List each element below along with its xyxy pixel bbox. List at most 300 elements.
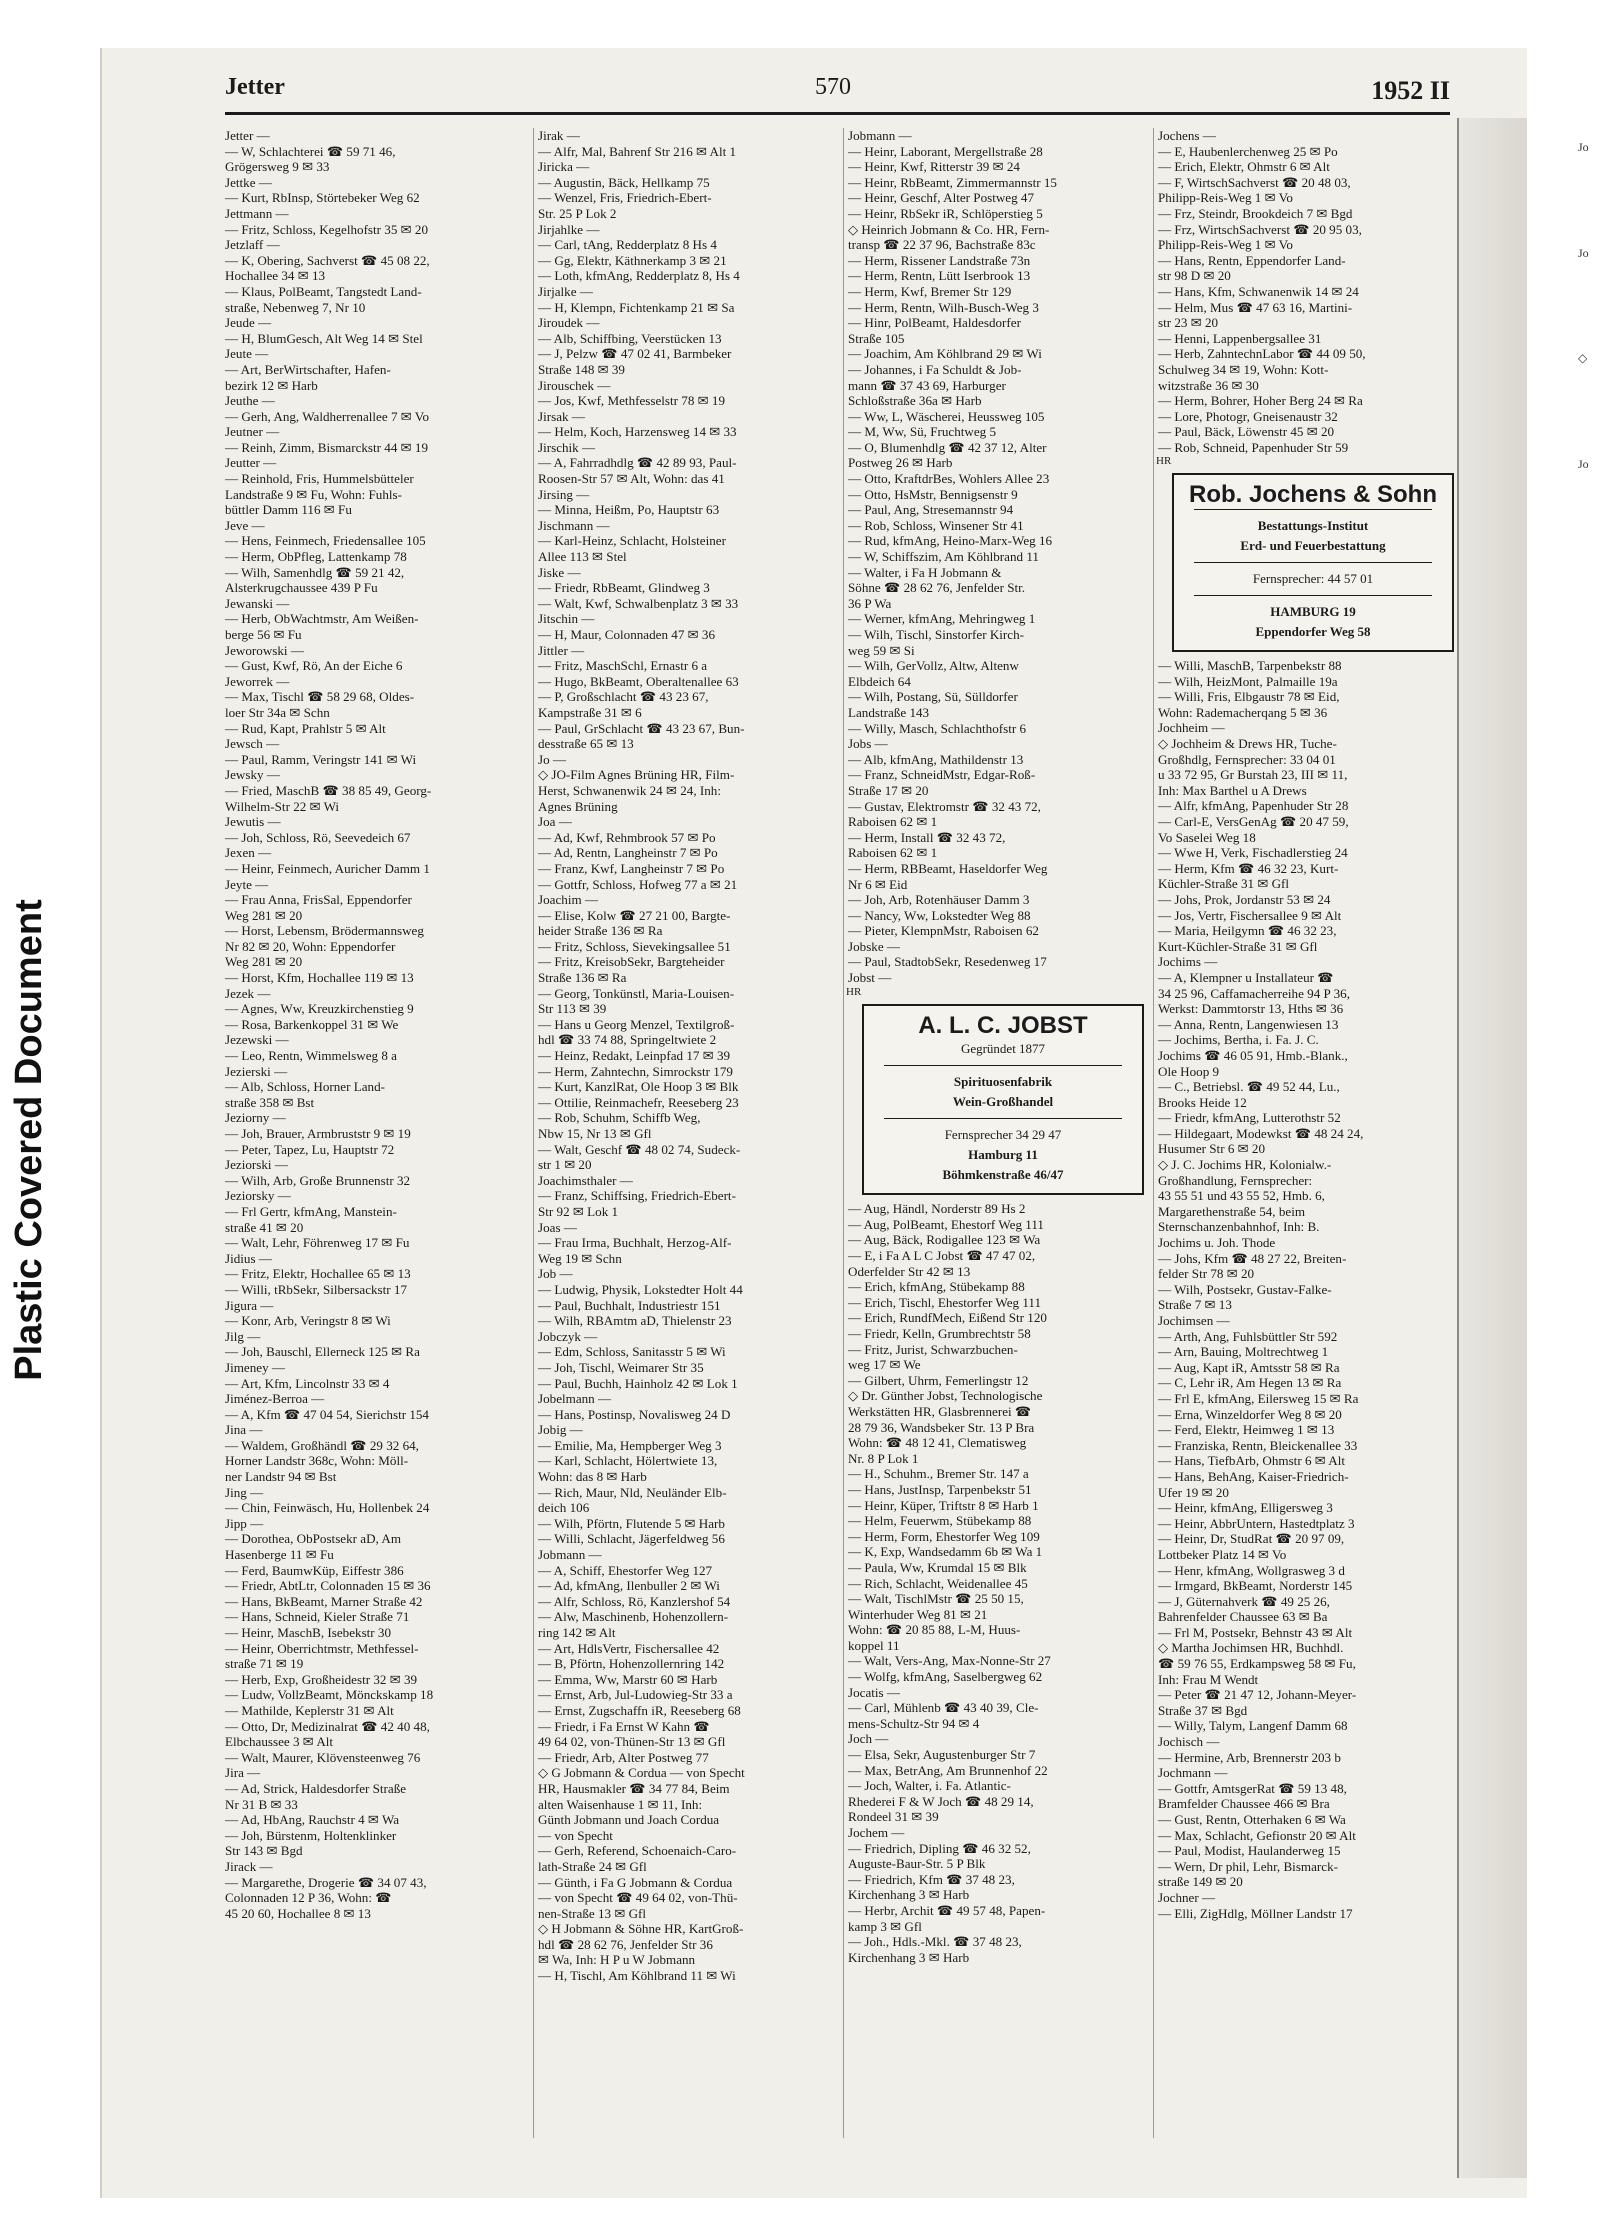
directory-entry-line: — K, Obering, Sachverst ☎ 45 08 22, bbox=[225, 252, 430, 268]
directory-entry-line: Jobelmann — bbox=[538, 1391, 612, 1407]
directory-entry-line: Inh: Max Barthel u A Drews bbox=[1158, 782, 1307, 798]
directory-entry-line: — Gustav, Elektromstr ☎ 32 43 72, bbox=[848, 798, 1041, 814]
directory-entry-line: — Max, Schlacht, Gefionstr 20 ✉ Alt bbox=[1158, 1827, 1356, 1843]
directory-entry-line: — Rob, Schloss, Winsener Str 41 bbox=[848, 517, 1024, 533]
directory-entry-line: — Joh, Tischl, Weimarer Str 35 bbox=[538, 1359, 704, 1375]
directory-entry-line: — Willy, Talym, Langenf Damm 68 bbox=[1158, 1718, 1348, 1734]
directory-entry-line: — Agnes, Ww, Kreuzkirchenstieg 9 bbox=[225, 1001, 414, 1017]
directory-entry-line: deich 106 bbox=[538, 1500, 590, 1516]
directory-entry-line: — Art, Kfm, Lincolnstr 33 ✉ 4 bbox=[225, 1375, 390, 1391]
directory-entry-line: hdl ☎ 33 74 88, Springeltwiete 2 bbox=[538, 1032, 717, 1048]
directory-entry-line: — Henr, kfmAng, Wollgrasweg 3 d bbox=[1158, 1562, 1345, 1578]
directory-entry-line: — von Specht ☎ 49 64 02, von-Thü- bbox=[538, 1890, 738, 1906]
directory-entry-line: — Heinr, Laborant, Mergellstraße 28 bbox=[848, 143, 1043, 159]
directory-entry-line: weg 17 ✉ We bbox=[848, 1357, 921, 1373]
directory-entry-line: — Wilh, Tischl, Sinstorfer Kirch- bbox=[848, 627, 1024, 642]
directory-entry-line: — Karl-Heinz, Schlacht, Holsteiner bbox=[538, 533, 726, 549]
directory-entry-line: — Horst, Lebensm, Brödermannsweg bbox=[225, 923, 424, 939]
directory-entry-line: — Fritz, KreisobSekr, Bargteheider bbox=[538, 954, 725, 970]
directory-entry-line: — Klaus, PolBeamt, Tangstedt Land- bbox=[225, 283, 422, 299]
directory-entry-line: — Willy, Masch, Schlachthofstr 6 bbox=[848, 720, 1027, 736]
directory-entry-line: Jirjahlke — bbox=[538, 221, 600, 237]
directory-entry-line: — Paul, Bäck, Löwenstr 45 ✉ 20 bbox=[1158, 424, 1335, 440]
directory-entry-line: — Herm, Form, Ehestorfer Weg 109 bbox=[848, 1528, 1040, 1544]
directory-entry-line: — Gerh, Ang, Waldherrenallee 7 ✉ Vo bbox=[225, 408, 430, 424]
directory-entry-line: Philipp-Reis-Weg 1 ✉ Vo bbox=[1158, 237, 1293, 253]
directory-entry-line: — Paul, GrSchlacht ☎ 43 23 67, Bun- bbox=[538, 720, 745, 736]
directory-entry-line: mens-Schultz-Str 94 ✉ 4 bbox=[848, 1715, 980, 1731]
directory-entry-line: — Ludwig, Physik, Lokstedter Holt 44 bbox=[538, 1281, 743, 1297]
directory-entry-line: — Minna, Heißm, Po, Hauptstr 63 bbox=[538, 502, 720, 518]
directory-entry-line: — Aug, Händl, Norderstr 89 Hs 2 bbox=[848, 1201, 1026, 1217]
directory-entry-line: felder Str 78 ✉ 20 bbox=[1158, 1266, 1255, 1282]
directory-entry-line: Jobig — bbox=[538, 1422, 583, 1438]
directory-entry-line: — Gilbert, Uhrm, Femerlingstr 12 bbox=[848, 1372, 1029, 1388]
directory-entry-line: Rondeel 31 ✉ 39 bbox=[848, 1809, 939, 1825]
directory-entry-line: — Günth, i Fa G Jobmann & Cordua bbox=[538, 1874, 733, 1890]
directory-entry-line: ◇ JO-Film Agnes Brüning HR, Film- bbox=[538, 767, 735, 783]
directory-entry-line: Jobmann — bbox=[848, 128, 912, 143]
directory-entry-line: — Wilh, Postsekr, Gustav-Falke- bbox=[1158, 1281, 1332, 1297]
directory-entry-line: — Frl M, Postsekr, Behnstr 43 ✉ Alt bbox=[1158, 1624, 1353, 1640]
directory-entry-line: Jetter — bbox=[225, 128, 270, 143]
directory-entry-line: — Margarethe, Drogerie ☎ 34 07 43, bbox=[225, 1874, 427, 1890]
directory-entry-line: Oderfelder Str 42 ✉ 13 bbox=[848, 1263, 971, 1279]
directory-entry-line: Herst, Schwanenwik 24 ✉ 24, Inh: bbox=[538, 782, 721, 798]
directory-entry-line: Lottbeker Platz 14 ✉ Vo bbox=[1158, 1546, 1287, 1562]
directory-entry-line: 28 79 36, Wandsbeker Str. 13 P Bra bbox=[848, 1419, 1035, 1435]
directory-entry-line: — Fried, MaschB ☎ 38 85 49, Georg- bbox=[225, 782, 432, 798]
directory-entry-line: — Leo, Rentn, Wimmelsweg 8 a bbox=[225, 1048, 397, 1064]
directory-entry-line: — Alfr, kfmAng, Papenhuder Str 28 bbox=[1158, 798, 1349, 814]
directory-entry-line: — Walt, TischlMstr ☎ 25 50 15, bbox=[848, 1591, 1024, 1607]
directory-entry-line: — Willi, Fris, Elbgaustr 78 ✉ Eid, bbox=[1158, 689, 1340, 705]
directory-entry-line: 45 20 60, Hochallee 8 ✉ 13 bbox=[225, 1905, 371, 1921]
ad-jochens-phone: Fernsprecher: 44 57 01 bbox=[1252, 571, 1374, 587]
directory-entry-line: Jeworowski — bbox=[225, 642, 304, 658]
directory-entry-line: — Frl E, kfmAng, Eilersweg 15 ✉ Ra bbox=[1158, 1390, 1359, 1406]
directory-entry-line: — Friedrich, Kfm ☎ 37 48 23, bbox=[848, 1871, 1015, 1887]
directory-entry-line: Schloßstraße 36a ✉ Harb bbox=[848, 393, 982, 409]
directory-entry-line: Hochallee 34 ✉ 13 bbox=[225, 268, 326, 284]
directory-entry-line: — Wolfg, kfmAng, Saselbergweg 62 bbox=[848, 1669, 1043, 1685]
directory-entry-line: — Heinr, RbBeamt, Zimmermannstr 15 bbox=[848, 174, 1057, 190]
directory-entry-line: Jewanski — bbox=[225, 595, 290, 611]
directory-entry-line: — Otto, HsMstr, Bennigsenstr 9 bbox=[848, 486, 1018, 502]
directory-entry-line: — Herm, RBBeamt, Haseldorfer Weg bbox=[848, 860, 1048, 876]
directory-entry-line: Jirsak — bbox=[538, 408, 585, 424]
column-3-entries-top bbox=[848, 128, 1148, 986]
header-year: 1952 II bbox=[1371, 76, 1450, 105]
directory-entry-line: Küchler-Straße 31 ✉ Gfl bbox=[1158, 876, 1290, 892]
directory-entry-line: — Wenzel, Fris, Friedrich-Ebert- bbox=[538, 190, 712, 206]
directory-entry-line: — Rich, Maur, Nld, Neuländer Elb- bbox=[538, 1484, 727, 1500]
directory-entry-line: — Aug, Kapt iR, Amtsstr 58 ✉ Ra bbox=[1158, 1359, 1340, 1375]
directory-entry-line: — Wilh, Samenhdlg ☎ 59 21 42, bbox=[225, 564, 405, 580]
directory-entry-line: straße 358 ✉ Bst bbox=[225, 1094, 315, 1110]
directory-entry-line: — C., Betriebsl. ☎ 49 52 44, Lu., bbox=[1158, 1079, 1340, 1095]
directory-entry-line: Elbdeich 64 bbox=[848, 673, 911, 689]
directory-entry-line: — Franziska, Rentn, Bleickenallee 33 bbox=[1158, 1437, 1358, 1453]
adjacent-page-fragment: Jo bbox=[1578, 140, 1589, 154]
directory-entry-line: Söhne ☎ 28 62 76, Jenfelder Str. bbox=[848, 580, 1026, 596]
directory-entry-line: Straße 17 ✉ 20 bbox=[848, 782, 929, 798]
directory-entry-line: — Herm, ObPfleg, Lattenkamp 78 bbox=[225, 549, 407, 565]
directory-entry-line: Kampstraße 31 ✉ 6 bbox=[538, 704, 642, 720]
directory-entry-line: Jiroudek — bbox=[538, 315, 600, 331]
directory-entry-line: Raboisen 62 ✉ 1 bbox=[848, 845, 938, 861]
directory-entry-line: witzstraße 36 ✉ 30 bbox=[1158, 377, 1259, 393]
ad-jobst-city: Hamburg 11 bbox=[968, 1147, 1038, 1163]
directory-entry-line: Jochims u. Joh. Thode bbox=[1158, 1235, 1276, 1251]
directory-entry-line: Jochims — bbox=[1158, 954, 1218, 970]
column-2 bbox=[538, 128, 838, 2168]
directory-entry-line: — K, Exp, Wandsedamm 6b ✉ Wa 1 bbox=[848, 1544, 1043, 1560]
directory-entry-line: — Ferd, Elektr, Heimweg 1 ✉ 13 bbox=[1158, 1422, 1335, 1438]
directory-entry-line: — Frl Gertr, kfmAng, Manstein- bbox=[225, 1203, 397, 1219]
ad-jobst-name: A. L. C. JOBST bbox=[918, 1011, 1088, 1039]
directory-entry-line: Jochens — bbox=[1158, 128, 1216, 143]
directory-entry-line: Jeziorsky — bbox=[225, 1188, 291, 1204]
directory-entry-line: — Helm, Mus ☎ 47 63 16, Martini- bbox=[1158, 299, 1353, 315]
directory-entry-line: koppel 11 bbox=[848, 1637, 900, 1653]
directory-entry-line: — Paul, Ang, Stresemannstr 94 bbox=[848, 502, 1014, 518]
directory-entry-line: — Ottilie, Reinmachefr, Reeseberg 23 bbox=[538, 1094, 739, 1110]
directory-entry-line: Joa — bbox=[538, 814, 572, 830]
directory-entry-line: — Alw, Maschinenb, Hohenzollern- bbox=[538, 1609, 729, 1625]
directory-entry-line: — Hans, BkBeamt, Marner Straße 42 bbox=[225, 1593, 423, 1609]
page-number: 570 bbox=[815, 74, 851, 100]
directory-entry-line: — Hans, Kfm, Schwanenwik 14 ✉ 24 bbox=[1158, 283, 1359, 299]
directory-entry-line: — Walt, Kwf, Schwalbenplatz 3 ✉ 33 bbox=[538, 595, 739, 611]
ad-jochens-line2: Erd- und Feuerbestattung bbox=[1240, 538, 1386, 554]
directory-entry-line: — Joachim, Am Köhlbrand 29 ✉ Wi bbox=[848, 346, 1042, 362]
directory-entry-line: — Gust, Rentn, Otterhaken 6 ✉ Wa bbox=[1158, 1812, 1346, 1827]
directory-entry-line: — Paula, Ww, Krumdal 15 ✉ Blk bbox=[848, 1559, 1027, 1575]
directory-entry-line: Schulweg 34 ✉ 19, Wohn: Kott- bbox=[1158, 361, 1329, 377]
directory-entry-line: — Joch, Walter, i. Fa. Atlantic- bbox=[848, 1778, 1011, 1794]
directory-entry-line: — Pieter, KlempnMstr, Raboisen 62 bbox=[848, 923, 1039, 939]
directory-entry-line: Inh: Frau M Wendt bbox=[1158, 1671, 1259, 1687]
directory-entry-line: — Rob, Schneid, Papenhuder Str 59 bbox=[1158, 439, 1349, 455]
directory-entry-line: Jobs — bbox=[848, 736, 888, 752]
directory-entry-line: — Hinr, PolBeamt, Haldesdorfer bbox=[848, 315, 1021, 331]
directory-entry-line: bezirk 12 ✉ Harb bbox=[225, 377, 318, 393]
directory-entry-line: — Ww, L, Wäscherei, Heussweg 105 bbox=[848, 408, 1045, 424]
directory-entry-line: Jettke — bbox=[225, 174, 272, 190]
directory-entry-line: loer Str 34a ✉ Schn bbox=[225, 704, 330, 720]
directory-entry-line: Jidius — bbox=[225, 1250, 272, 1266]
ad-jobst-founded: Gegründet 1877 bbox=[960, 1041, 1046, 1057]
directory-entry-line: Jitschin — bbox=[538, 611, 595, 627]
directory-entry-line: — Friedr, Kelln, Grumbrechtstr 58 bbox=[848, 1326, 1031, 1341]
adjacent-page-strip bbox=[1578, 140, 1600, 2140]
directory-entry-line: Landstraße 9 ✉ Fu, Wohn: Fuhls- bbox=[225, 486, 402, 502]
directory-entry-line: — W, Schiffszim, Am Köhlbrand 11 bbox=[848, 549, 1039, 565]
directory-entry-line: Jeziorny — bbox=[225, 1110, 286, 1126]
directory-entry-line: Jeutner — bbox=[225, 424, 280, 440]
header-rule bbox=[225, 112, 1450, 115]
directory-entry-line: Jirouschek — bbox=[538, 377, 611, 393]
directory-entry-line: straße, Nebenweg 7, Nr 10 bbox=[225, 299, 366, 315]
directory-entry-line: — Joh, Bauschl, Ellerneck 125 ✉ Ra bbox=[225, 1344, 420, 1360]
ad-hr-mark: HR bbox=[1156, 455, 1172, 468]
directory-entry-line: Jira — bbox=[225, 1765, 261, 1781]
directory-entry-line: — Gust, Kwf, Rö, An der Eiche 6 bbox=[225, 658, 403, 674]
directory-entry-line: Jeude — bbox=[225, 315, 272, 331]
directory-entry-line: straße 149 ✉ 20 bbox=[1158, 1874, 1243, 1890]
directory-entry-line: alten Waisenhause 1 ✉ 11, Inh: bbox=[538, 1796, 703, 1812]
ad-jochens-name: Rob. Jochens & Sohn bbox=[1188, 481, 1437, 509]
directory-entry-line: — Heinr, AbbrUntern, Hastedtplatz 3 bbox=[1158, 1515, 1355, 1531]
directory-entry-line: — Gerh, Referend, Schoenaich-Caro- bbox=[538, 1843, 737, 1859]
directory-entry-line: — Walt, Vers-Ang, Max-Nonne-Str 27 bbox=[848, 1653, 1051, 1669]
directory-entry-line: Günth Jobmann und Joach Cordua bbox=[538, 1812, 720, 1828]
side-label: Plastic Covered Document bbox=[8, 899, 50, 1381]
directory-entry-line: u 33 72 95, Gr Burstah 23, III ✉ 11, bbox=[1158, 767, 1348, 783]
directory-entry-line: Jirjalke — bbox=[538, 283, 593, 299]
directory-entry-line: — Friedr, i Fa Ernst W Kahn ☎ bbox=[538, 1718, 710, 1734]
directory-entry-line: Weg 19 ✉ Schn bbox=[538, 1250, 622, 1266]
directory-entry-line: — Alb, Schloss, Horner Land- bbox=[225, 1079, 386, 1095]
directory-entry-line: — Waldem, Großhändl ☎ 29 32 64, bbox=[225, 1437, 419, 1453]
directory-entry-line: Wilhelm-Str 22 ✉ Wi bbox=[225, 798, 340, 814]
directory-entry-line: Colonnaden 12 P 36, Wohn: ☎ bbox=[225, 1890, 392, 1906]
directory-entry-line: Jobczyk — bbox=[538, 1328, 598, 1344]
directory-entry-line: Postweg 26 ✉ Harb bbox=[848, 455, 953, 471]
directory-entry-line: — A, Fahrradhdlg ☎ 42 89 93, Paul- bbox=[538, 455, 737, 471]
column-4-entries-bottom bbox=[1158, 658, 1458, 1921]
directory-entry-line: Agnes Brüning bbox=[538, 798, 618, 814]
directory-entry-line: Joachimsthaler — bbox=[538, 1172, 633, 1188]
directory-entry-line: — Frz, WirtschSachverst ☎ 20 95 03, bbox=[1158, 221, 1362, 237]
directory-entry-line: — P, Großschlacht ☎ 43 23 67, bbox=[538, 689, 709, 705]
directory-entry-line: Margarethenstraße 54, beim bbox=[1158, 1203, 1306, 1219]
directory-entry-line: — Herm, Zahntechn, Simrockstr 179 bbox=[538, 1063, 733, 1079]
directory-entry-line: — A, Klempner u Installateur ☎ bbox=[1158, 969, 1334, 985]
directory-entry-line: — Gottfr, Schloss, Hofweg 77 a ✉ 21 bbox=[538, 876, 738, 892]
directory-entry-line: — Augustin, Bäck, Hellkamp 75 bbox=[538, 174, 710, 190]
directory-entry-line: — Fritz, MaschSchl, Ernastr 6 a bbox=[538, 658, 708, 674]
directory-entry-line: — Jos, Kwf, Methfesselstr 78 ✉ 19 bbox=[538, 393, 725, 409]
directory-entry-line: str 1 ✉ 20 bbox=[538, 1157, 592, 1173]
directory-entry-line: — Mathilde, Keplerstr 31 ✉ Alt bbox=[225, 1702, 394, 1718]
directory-entry-line: — Carl-E, VersGenAg ☎ 20 47 59, bbox=[1158, 814, 1349, 829]
directory-entry-line: — Herm, Rentn, Wilh-Busch-Weg 3 bbox=[848, 299, 1039, 315]
directory-entry-line: — Walt, Lehr, Föhrenweg 17 ✉ Fu bbox=[225, 1235, 410, 1251]
directory-entry-line: Nr 82 ✉ 20, Wohn: Eppendorfer bbox=[225, 938, 396, 954]
directory-entry-line: Grögersweg 9 ✉ 33 bbox=[225, 159, 330, 175]
directory-entry-line: — Herb, ObWachtmstr, Am Weißen- bbox=[225, 611, 419, 627]
directory-entry-line: Jewutis — bbox=[225, 814, 281, 830]
directory-entry-line: — Rosa, Barkenkoppel 31 ✉ We bbox=[225, 1016, 399, 1032]
directory-entry-line: — Emma, Ww, Marstr 60 ✉ Harb bbox=[538, 1671, 718, 1687]
directory-entry-line: — Anna, Rentn, Langenwiesen 13 bbox=[1158, 1016, 1339, 1032]
directory-entry-line: — Heinr, Feinmech, Auricher Damm 1 bbox=[225, 860, 430, 876]
directory-entry-line: — Arth, Ang, Fuhlsbüttler Str 592 bbox=[1158, 1328, 1338, 1344]
directory-entry-line: Jimeney — bbox=[225, 1359, 286, 1375]
ad-jochens-street: Eppendorfer Weg 58 bbox=[1255, 624, 1371, 640]
directory-entry-line: ◇ Heinrich Jobmann & Co. HR, Fern- bbox=[848, 221, 1050, 237]
directory-entry-line: — Herm, Kwf, Bremer Str 129 bbox=[848, 283, 1012, 299]
directory-entry-line: Nbw 15, Nr 13 ✉ Gfl bbox=[538, 1126, 652, 1141]
directory-entry-line: straße 71 ✉ 19 bbox=[225, 1656, 304, 1672]
directory-entry-line: — Ludw, VollzBeamt, Mönckskamp 18 bbox=[225, 1687, 434, 1703]
directory-entry-line: — Wilh, HeizMont, Palmaille 19a bbox=[1158, 673, 1338, 689]
directory-entry-line: — Konr, Arb, Veringstr 8 ✉ Wi bbox=[225, 1313, 391, 1329]
directory-entry-line: Kirchenhang 3 ✉ Harb bbox=[848, 1887, 970, 1903]
directory-entry-line: — Ad, Kwf, Rehmbrook 57 ✉ Po bbox=[538, 829, 716, 845]
directory-entry-line: — Paul, Buchhalt, Industriestr 151 bbox=[538, 1297, 721, 1313]
directory-entry-line: mann ☎ 37 43 69, Harburger bbox=[848, 377, 1006, 393]
directory-entry-line: — Ad, kfmAng, Ilenbuller 2 ✉ Wi bbox=[538, 1578, 720, 1594]
directory-entry-line: Jeziorski — bbox=[225, 1157, 288, 1173]
directory-entry-line: Weg 281 ✉ 20 bbox=[225, 907, 303, 923]
directory-entry-line: ◇ H Jobmann & Söhne HR, KartGroß- bbox=[538, 1921, 744, 1937]
column-4-entries-top bbox=[1158, 128, 1458, 455]
directory-entry-line: Jo — bbox=[538, 751, 567, 767]
directory-entry-line: — Wwe H, Verk, Fischadlerstieg 24 bbox=[1158, 845, 1348, 861]
directory-entry-line: — Erich, Tischl, Ehestorfer Weg 111 bbox=[848, 1294, 1042, 1310]
directory-entry-line: — Alb, kfmAng, Mathildenstr 13 bbox=[848, 751, 1024, 767]
directory-entry-line: Jirschik — bbox=[538, 439, 596, 455]
directory-entry-line: Sternschanzenbahnhof, Inh: B. bbox=[1158, 1219, 1320, 1235]
directory-entry-line: — Ad, HbAng, Rauchstr 4 ✉ Wa bbox=[225, 1812, 400, 1828]
directory-entry-line: — Art, BerWirtschafter, Hafen- bbox=[225, 361, 391, 377]
directory-entry-line: — Fritz, Schloss, Sievekingsallee 51 bbox=[538, 938, 731, 954]
directory-entry-line: ◇ Martha Jochimsen HR, Buchhdl. bbox=[1158, 1640, 1344, 1656]
directory-entry-line: — Wilh, Arb, Große Brunnenstr 32 bbox=[225, 1172, 411, 1188]
directory-entry-line: 34 25 96, Caffamacherreihe 94 P 36, bbox=[1158, 985, 1350, 1001]
directory-entry-line: — Heinr, MaschB, Isebekstr 30 bbox=[225, 1625, 392, 1640]
column-3 bbox=[848, 128, 1148, 2168]
directory-entry-line: — Frau Irma, Buchhalt, Herzog-Alf- bbox=[538, 1235, 732, 1251]
directory-entry-line: — Johs, Prok, Jordanstr 53 ✉ 24 bbox=[1158, 891, 1331, 907]
directory-entry-line: — Paul, StadtobSekr, Resedenweg 17 bbox=[848, 954, 1047, 970]
directory-entry-line: Auguste-Baur-Str. 5 P Blk bbox=[848, 1856, 986, 1872]
directory-entry-line: — Johannes, i Fa Schuldt & Job- bbox=[848, 361, 1022, 377]
directory-entry-line: ✉ Wa, Inh: H P u W Jobmann bbox=[538, 1952, 696, 1968]
directory-entry-line: — von Specht bbox=[538, 1827, 613, 1843]
directory-entry-line: — Joh., Hdls.-Mkl. ☎ 37 48 23, bbox=[848, 1934, 1022, 1950]
directory-entry-line: — Heinr, kfmAng, Elligersweg 3 bbox=[1158, 1500, 1333, 1516]
directory-entry-line: — Helm, Feuerwm, Stübekamp 88 bbox=[848, 1513, 1032, 1529]
directory-entry-line: — Hans, BehAng, Kaiser-Friedrich- bbox=[1158, 1468, 1349, 1484]
directory-entry-line: 49 64 02, von-Thünen-Str 13 ✉ Gfl bbox=[538, 1734, 726, 1750]
directory-entry-line: Bahrenfelder Chaussee 63 ✉ Ba bbox=[1158, 1609, 1328, 1625]
directory-entry-line: — Franz, Schiffsing, Friedrich-Ebert- bbox=[538, 1188, 736, 1204]
directory-entry-line: Jipp — bbox=[225, 1515, 264, 1531]
directory-entry-line: — H, Tischl, Am Köhlbrand 11 ✉ Wi bbox=[538, 1968, 736, 1984]
directory-entry-line: Straße 37 ✉ Bgd bbox=[1158, 1702, 1248, 1718]
directory-entry-line: — Jos, Vertr, Fischersallee 9 ✉ Alt bbox=[1158, 907, 1342, 923]
directory-entry-line: Nr 6 ✉ Eid bbox=[848, 876, 908, 892]
directory-entry-line: Husumer Str 6 ✉ 20 bbox=[1158, 1141, 1265, 1157]
directory-entry-line: 43 55 51 und 43 55 52, Hmb. 6, bbox=[1158, 1188, 1325, 1204]
directory-entry-line: ◇ Dr. Günther Jobst, Technologische bbox=[848, 1388, 1043, 1404]
directory-entry-line: — Chin, Feinwäsch, Hu, Hollenbek 24 bbox=[225, 1500, 430, 1516]
directory-entry-line: Jochem — bbox=[848, 1825, 905, 1840]
directory-entry-line: — H., Schuhm., Bremer Str. 147 a bbox=[848, 1466, 1029, 1482]
directory-entry-line: — Wilh, RBAmtm aD, Thielenstr 23 bbox=[538, 1313, 732, 1329]
directory-entry-line: Alsterkrugchaussee 439 P Fu bbox=[225, 580, 378, 596]
directory-entry-line: Str 143 ✉ Bgd bbox=[225, 1843, 303, 1859]
directory-entry-line: Str. 25 P Lok 2 bbox=[538, 205, 617, 221]
column-4 bbox=[1158, 128, 1458, 2168]
directory-entry-line: Ole Hoop 9 bbox=[1158, 1063, 1220, 1079]
directory-entry-line: — A, Kfm ☎ 47 04 54, Sierichstr 154 bbox=[225, 1406, 429, 1422]
directory-entry-line: — Herb, Exp, Großheidestr 32 ✉ 39 bbox=[225, 1671, 418, 1687]
directory-entry-line: — Ad, Rentn, Langheinstr 7 ✉ Po bbox=[538, 845, 718, 861]
directory-entry-line: — Rud, Kapt, Prahlstr 5 ✉ Alt bbox=[225, 720, 386, 736]
directory-entry-line: — Loth, kfmAng, Redderplatz 8, Hs 4 bbox=[538, 268, 740, 284]
directory-entry-line: — Otto, KraftdrBes, Wohlers Allee 23 bbox=[848, 471, 1050, 487]
directory-entry-line: — Paul, Buchh, Hainholz 42 ✉ Lok 1 bbox=[538, 1375, 738, 1391]
adjacent-page-fragment: Jo bbox=[1578, 245, 1589, 260]
directory-entry-line: — Walter, i Fa H Jobmann & bbox=[848, 564, 1002, 580]
directory-entry-line: Großhandlung, Fernsprecher: bbox=[1158, 1172, 1313, 1188]
directory-entry-line: Joas — bbox=[538, 1219, 577, 1235]
directory-entry-line: — Irmgard, BkBeamt, Norderstr 145 bbox=[1158, 1578, 1353, 1594]
directory-entry-line: Jochims ☎ 46 05 91, Hmb.-Blank., bbox=[1158, 1047, 1348, 1063]
directory-entry-line: — W, Schlachterei ☎ 59 71 46, bbox=[225, 143, 396, 159]
directory-entry-line: Werkstätten HR, Glasbrennerei ☎ bbox=[848, 1403, 1032, 1419]
directory-entry-line: ner Landstr 94 ✉ Bst bbox=[225, 1469, 337, 1485]
page-header bbox=[225, 70, 1450, 110]
directory-entry-line: — Alfr, Mal, Bahrenf Str 216 ✉ Alt 1 bbox=[538, 143, 737, 159]
directory-entry-line: Nr 31 B ✉ 33 bbox=[225, 1796, 298, 1812]
directory-entry-line: Joch — bbox=[848, 1731, 889, 1747]
directory-entry-line: — Hans, Schneid, Kieler Straße 71 bbox=[225, 1609, 410, 1625]
directory-entry-line: hdl ☎ 28 62 76, Jenfelder Str 36 bbox=[538, 1936, 713, 1952]
directory-entry-line: — Peter, Tapez, Lu, Hauptstr 72 bbox=[225, 1141, 395, 1157]
directory-entry-line: — Joh, Brauer, Armbruststr 9 ✉ 19 bbox=[225, 1126, 411, 1141]
directory-entry-line: — Joh, Arb, Rotenhäuser Damm 3 bbox=[848, 892, 1030, 908]
directory-entry-line: Jiricka — bbox=[538, 159, 590, 175]
directory-entry-line: Wohn: ☎ 20 85 88, L-M, Huus- bbox=[848, 1622, 1021, 1638]
directory-entry-line: Bramfelder Chaussee 466 ✉ Bra bbox=[1158, 1796, 1330, 1812]
directory-entry-line: — Rich, Schlacht, Weidenallee 45 bbox=[848, 1575, 1028, 1591]
directory-entry-line: — Heinr, Oberrichtmstr, Methfessel- bbox=[225, 1640, 419, 1656]
directory-entry-line: — Hugo, BkBeamt, Oberaltenallee 63 bbox=[538, 673, 739, 689]
directory-entry-line: Jezewski — bbox=[225, 1032, 289, 1048]
directory-entry-line: ◇ Jochheim & Drews HR, Tuche- bbox=[1158, 736, 1337, 752]
directory-entry-line: — Kurt, KanzlRat, Ole Hoop 3 ✉ Blk bbox=[538, 1079, 739, 1095]
directory-entry-line: — H, BlumGesch, Alt Weg 14 ✉ Stel bbox=[225, 330, 423, 346]
directory-entry-line: transp ☎ 22 37 96, Bachstraße 83c bbox=[848, 237, 1036, 253]
directory-entry-line: — Paul, Ramm, Veringstr 141 ✉ Wi bbox=[225, 751, 417, 767]
column-3-entries-bottom bbox=[848, 1201, 1148, 1965]
directory-entry-line: Jeute — bbox=[225, 346, 269, 362]
directory-entry-line: Jischmann — bbox=[538, 517, 610, 533]
directory-entry-line: HR, Hausmakler ☎ 34 77 84, Beim bbox=[538, 1780, 730, 1796]
directory-entry-line: straße 41 ✉ 20 bbox=[225, 1219, 304, 1235]
directory-entry-line: Jochner — bbox=[1158, 1889, 1216, 1905]
directory-entry-line: Jobst — bbox=[848, 970, 892, 986]
directory-entry-line: Winterhuder Weg 81 ✉ 21 bbox=[848, 1606, 988, 1622]
directory-entry-line: — E, Haubenlerchenweg 25 ✉ Po bbox=[1158, 143, 1338, 159]
directory-entry-line: — Erich, Elektr, Ohmstr 6 ✉ Alt bbox=[1158, 159, 1330, 175]
directory-entry-line: — Rob, Schuhm, Schiffb Weg, bbox=[538, 1110, 701, 1126]
directory-entry-line: Job — bbox=[538, 1266, 573, 1282]
directory-entry-line: — B, Pförtn, Hohenzollernring 142 bbox=[538, 1656, 725, 1672]
directory-entry-line: — Hans, Postinsp, Novalisweg 24 D bbox=[538, 1406, 731, 1422]
directory-entry-line: — Hans, Rentn, Eppendorfer Land- bbox=[1158, 252, 1346, 268]
directory-entry-line: Weg 281 ✉ 20 bbox=[225, 954, 303, 970]
directory-entry-line: — F, WirtschSachverst ☎ 20 48 03, bbox=[1158, 174, 1351, 190]
directory-entry-line: — Herm, Rentn, Lütt Iserbrook 13 bbox=[848, 268, 1031, 284]
directory-entry-line: — Wilh, GerVollz, Altw, Altenw bbox=[848, 658, 1019, 674]
